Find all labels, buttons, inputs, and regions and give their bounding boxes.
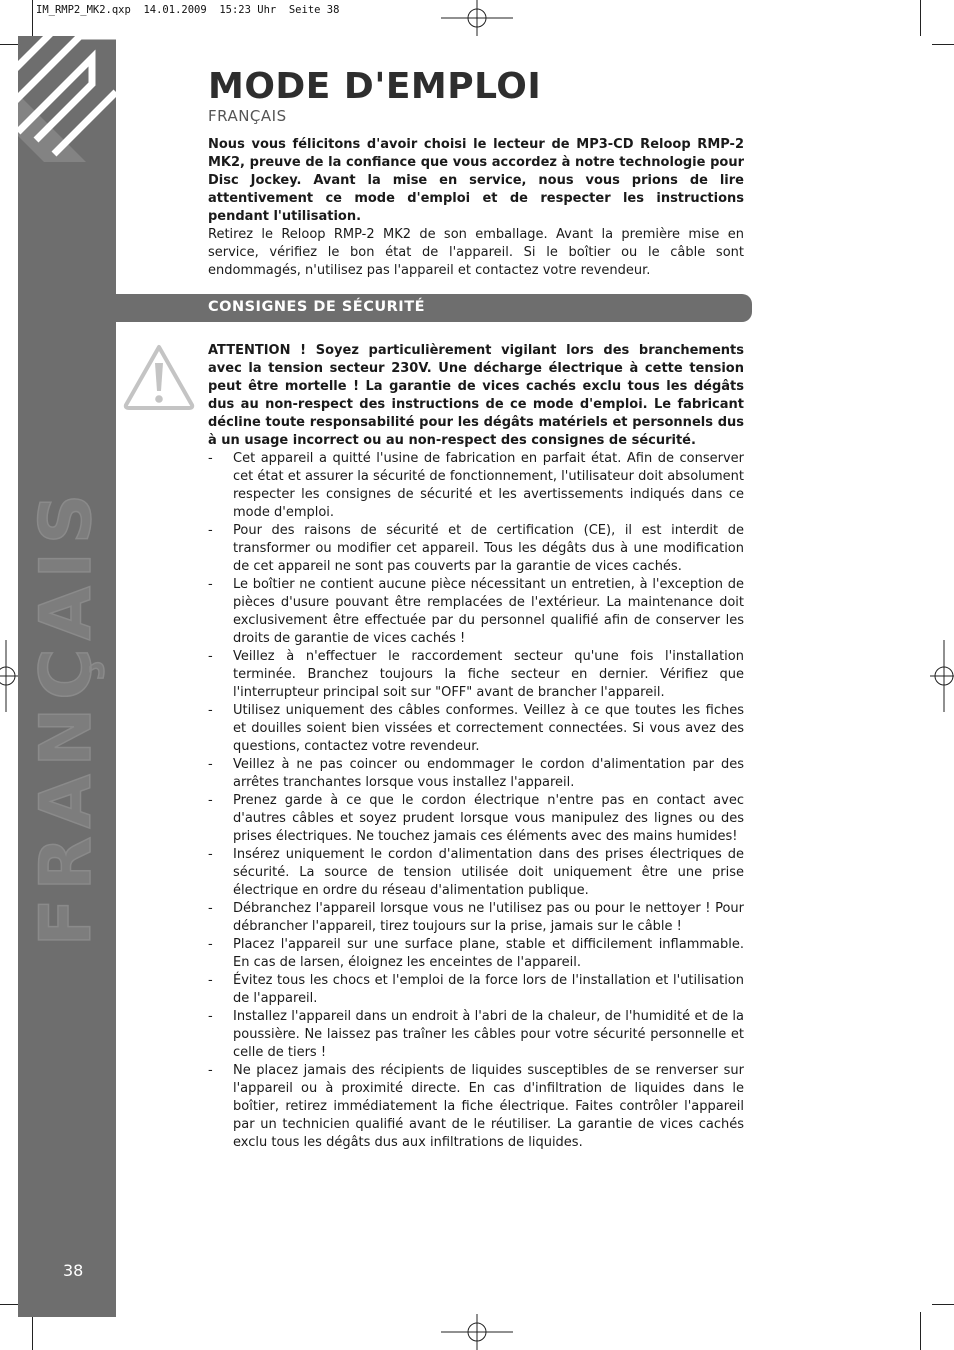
list-item-text: Placez l'appareil sur une surface plane, stable et difficilement inflammable. En cas de larsen, éloignez les enceintes de l'appareil.	[233, 937, 744, 970]
list-item-text: Pour des raisons de sécurité et de certification (CE), il est interdit de transformer ou modifier cet appareil. Tous les dégâts dus à une modification de cet appareil ne sont pas couverts par la garantie de vices cachés.	[233, 523, 744, 574]
list-item	[208, 1062, 744, 1152]
list-item-text: Veillez à ne pas coincer ou endommager le cordon d'alimentation par des arrêtes tranchantes lorsque vous installez l'appareil.	[233, 757, 744, 790]
bullet-marker: -	[208, 901, 213, 916]
page-title: MODE D'EMPLOI	[208, 66, 542, 107]
bullet-marker: -	[208, 1063, 213, 1078]
list-item-text: Évitez tous les chocs et l'emploi de la force lors de l'installation et l'utilisation de l'appareil.	[233, 973, 744, 1006]
list-item-text: Cet appareil a quitté l'usine de fabrication en parfait état. Afin de conserver cet état et assurer la sécurité de fonctionnement, l'utilisateur doit absolument respecter les consignes de sécurité et les avertissements indiqués dans ce mode d'emploi.	[233, 451, 744, 520]
bullet-marker: -	[208, 937, 213, 952]
list-item	[208, 522, 744, 576]
bullet-marker: -	[208, 793, 213, 808]
bullet-marker: -	[208, 703, 213, 718]
list-item-text: Ne placez jamais des récipients de liquides susceptibles de se renverser sur l'appareil ou à proximité directe. En cas d'infiltration de liquides dans le boîtier, retirez immédiatement la fiche électrique. Faites contrôler l'appareil par un technicien qualifié avant de le réutiliser. La garantie de vices cachés exclu tous les dégâts dus aux infiltrations de liquides.	[233, 1063, 744, 1150]
list-item	[208, 576, 744, 648]
warning-paragraph: ATTENTION ! Soyez particulièrement vigilant lors des branchements avec la tension secteur 230V. Une décharge électrique à cette tension peut être mortelle ! La garantie de vices cachés exclu tous les dégâts dus au non-respect des instructions de ce mode d'emploi. Le fabricant décline toute responsabilité pour les dégâts matériels et personnels dus à un usage incorrect ou au non-respect des consignes de sécurité.	[208, 343, 744, 448]
list-item-text: Utilisez uniquement des câbles conformes. Veillez à ce que toutes les fiches et douilles soient bien vissées et correctement connectées. Si vous avez des questions, contactez votre revendeur.	[233, 703, 744, 754]
list-item	[208, 972, 744, 1008]
safety-instructions-list	[208, 450, 744, 1152]
section-header-bar	[116, 294, 752, 322]
page-number: 38	[63, 1261, 84, 1280]
list-item-text: Veillez à n'effectuer le raccordement secteur qu'une fois l'installation terminée. Branchez toujours la fiche secteur en dernier. Vérifiez que l'interrupteur principal soit sur "OFF" avant de brancher l'appareil.	[233, 649, 744, 700]
bullet-marker: -	[208, 1009, 213, 1024]
list-item	[208, 900, 744, 936]
list-item	[208, 648, 744, 702]
print-header: IM_RMP2_MK2.qxp 14.01.2009 15:23 Uhr Seite 38	[36, 4, 340, 16]
list-item	[208, 450, 744, 522]
list-item	[208, 846, 744, 900]
reloop-logo-icon	[18, 36, 116, 162]
registration-mark-bottom	[441, 1314, 513, 1350]
intro-paragraph: Retirez le Reloop RMP-2 MK2 de son emballage. Avant la première mise en service, vérifiez le bon état de l'appareil. Si le boîtier ou le câble sont endommagés, n'utilisez pas l'appareil et contactez votre revendeur.	[208, 227, 744, 278]
registration-mark-top	[441, 0, 513, 36]
bullet-marker: -	[208, 451, 213, 466]
bullet-marker: -	[208, 757, 213, 772]
list-item	[208, 1008, 744, 1062]
list-item-text: Installez l'appareil dans un endroit à l'abri de la chaleur, de l'humidité et de la poussière. Ne laissez pas traîner les câbles pour votre sécurité personnelle et celle de tiers !	[233, 1009, 744, 1060]
list-item-text: Débranchez l'appareil lorsque vous ne l'utilisez pas ou pour le nettoyer ! Pour débrancher l'appareil, tirez toujours sur la prise, jamais sur le câble !	[233, 901, 744, 934]
sidebar	[18, 36, 116, 1317]
list-item	[208, 936, 744, 972]
vertical-language-label: FRANÇAIS	[25, 485, 107, 947]
bullet-marker: -	[208, 523, 213, 538]
page-subtitle: FRANÇAIS	[208, 107, 287, 125]
list-item-text: Le boîtier ne contient aucune pièce nécessitant un entretien, à l'exception de pièces d'usure pouvant être remplacées de l'extérieur. La maintenance doit exclusivement être effectuée par du personnel qualifié afin de conserver les droits de garantie de vices cachés !	[233, 577, 744, 646]
bullet-marker: -	[208, 847, 213, 862]
bullet-marker: -	[208, 973, 213, 988]
list-item-text: Prenez garde à ce que le cordon électrique n'entre pas en contact avec d'autres câbles et soyez prudent lorsque vous manipulez des lignes ou des prises électriques. Ne touchez jamais ces éléments avec des mains humides!	[233, 793, 744, 844]
list-item	[208, 792, 744, 846]
intro-bold-paragraph: Nous vous félicitons d'avoir choisi le lecteur de MP3-CD Reloop RMP-2 MK2, preuve de la confiance que vous accordez à notre technologie pour Disc Jockey. Avant la mise en service, nous vous prions de lire attentivement ce mode d'emploi et de respecter les instructions pendant l'utilisation.	[208, 137, 744, 224]
list-item-text: Insérez uniquement le cordon d'alimentation dans des prises électriques de sécurité. La source de tension utilisée doit uniquement être une prise électrique en ordre du réseau d'alimentation publique.	[233, 847, 744, 898]
warning-triangle-icon	[122, 343, 196, 411]
list-item	[208, 756, 744, 792]
registration-mark-right	[930, 640, 954, 712]
section-title: CONSIGNES DE SÉCURITÉ	[208, 299, 425, 315]
bullet-marker: -	[208, 577, 213, 592]
list-item	[208, 702, 744, 756]
bullet-marker: -	[208, 649, 213, 664]
